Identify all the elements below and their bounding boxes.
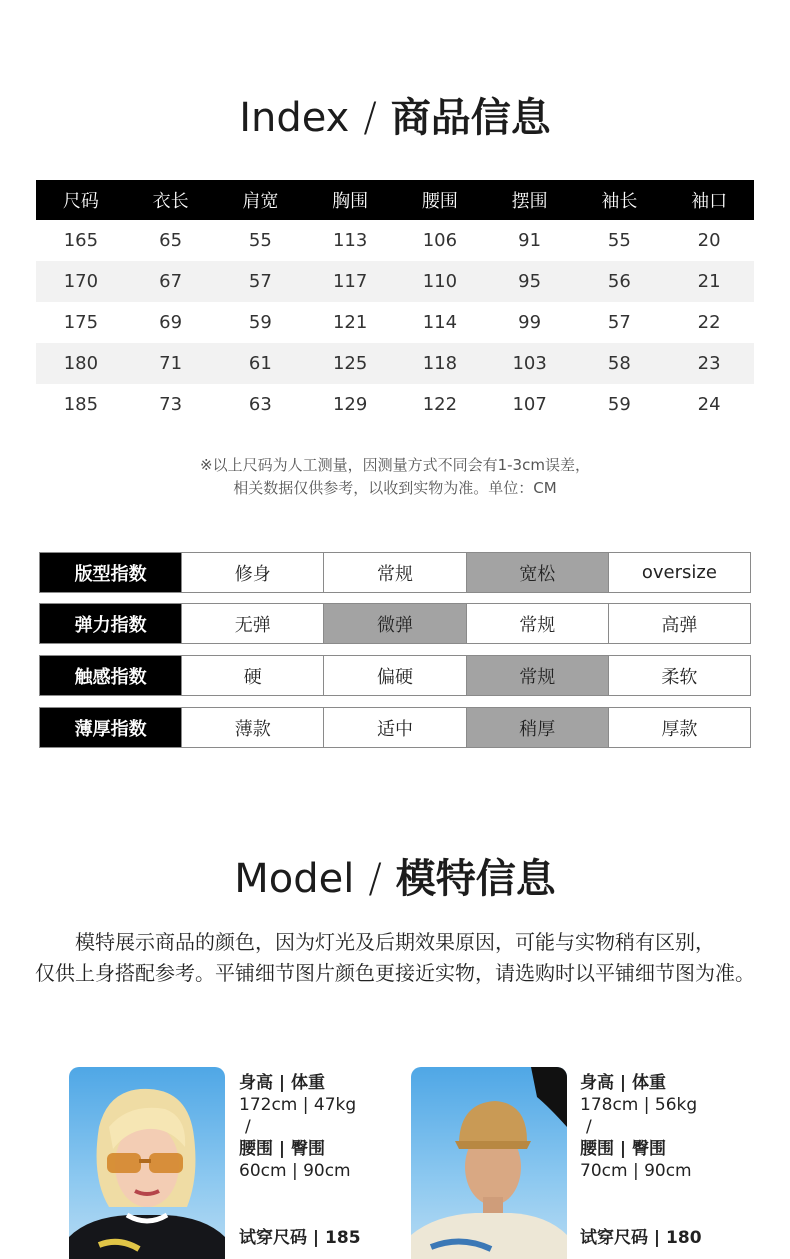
table-cell: 57	[607, 312, 631, 333]
height-weight-label: 身高 | 体重	[239, 1073, 326, 1093]
female-model-illustration	[69, 1067, 225, 1259]
index-option: 微弹	[323, 604, 465, 643]
height-weight-value: 178cm | 56kg	[580, 1095, 698, 1115]
index-title-en: Index	[239, 95, 350, 141]
table-cell: 59	[248, 312, 272, 333]
table-cell: 122	[422, 394, 458, 415]
index-option: 常规	[466, 656, 608, 695]
size-note	[0, 454, 790, 500]
index-label: 触感指数	[40, 656, 181, 695]
size-header-cell: 摆围	[511, 191, 548, 212]
table-cell: 20	[697, 230, 721, 251]
table-cell: 118	[422, 353, 458, 374]
table-cell: 117	[332, 271, 368, 292]
table-cell: 170	[63, 271, 99, 292]
table-cell: 55	[607, 230, 631, 251]
table-cell: 106	[422, 230, 458, 251]
model-section-title	[0, 847, 790, 904]
model-title-slash: /	[368, 856, 382, 902]
index-option: 偏硬	[323, 656, 465, 695]
index-option: 无弹	[181, 604, 323, 643]
table-cell: 113	[332, 230, 368, 251]
table-cell: 121	[332, 312, 368, 333]
table-row	[36, 261, 754, 302]
size-header-cell: 袖长	[601, 191, 638, 212]
model-title-zh: 模特信息	[395, 856, 556, 902]
index-title-slash: /	[363, 95, 377, 141]
model-description	[0, 927, 790, 989]
size-table	[36, 180, 754, 425]
table-cell: 21	[697, 271, 721, 292]
table-cell: 71	[159, 353, 183, 374]
index-section-title	[0, 86, 790, 143]
waist-hip-value: 70cm | 90cm	[580, 1161, 692, 1181]
index-option: 常规	[466, 604, 608, 643]
index-option: 硬	[181, 656, 323, 695]
table-cell: 67	[159, 271, 183, 292]
table-cell: 61	[248, 353, 272, 374]
waist-hip-value: 60cm | 90cm	[239, 1161, 351, 1181]
table-cell: 165	[63, 230, 99, 251]
table-cell: 91	[518, 230, 542, 251]
index-option: 薄款	[181, 708, 323, 747]
table-cell: 65	[159, 230, 183, 251]
model-photo-female	[69, 1067, 225, 1259]
table-cell: 59	[607, 394, 631, 415]
index-row-fit	[39, 552, 751, 593]
index-option: 宽松	[466, 553, 608, 592]
index-option: 厚款	[608, 708, 750, 747]
waist-hip-label: 腰围 | 臀围	[580, 1139, 667, 1159]
table-row	[36, 302, 754, 343]
model-desc-line1: 模特展示商品的颜色，因为灯光及后期效果原因，可能与实物稍有区别，	[75, 930, 715, 954]
index-row-thickness	[39, 707, 751, 748]
info-separator: /	[586, 1117, 592, 1137]
table-cell: 125	[332, 353, 368, 374]
table-cell: 185	[63, 394, 99, 415]
index-label: 薄厚指数	[40, 708, 181, 747]
model-photo-male	[411, 1067, 567, 1259]
size-header-cell: 尺码	[62, 191, 99, 212]
table-cell: 63	[248, 394, 272, 415]
male-model-illustration	[411, 1067, 567, 1259]
table-cell: 110	[422, 271, 458, 292]
size-header-cell: 胸围	[332, 191, 369, 212]
index-option: 修身	[181, 553, 323, 592]
try-size: 试穿尺码 | 185	[239, 1228, 361, 1248]
index-title-zh: 商品信息	[390, 95, 551, 141]
size-header-cell: 腰围	[421, 191, 458, 212]
table-cell: 58	[607, 353, 631, 374]
waist-hip-label: 腰围 | 臀围	[239, 1139, 326, 1159]
table-cell: 99	[518, 312, 542, 333]
size-note-line2: 相关数据仅供参考，以收到实物为准。单位：CM	[233, 479, 557, 497]
size-header-cell: 袖口	[691, 191, 728, 212]
table-cell: 107	[512, 394, 547, 415]
info-separator: /	[245, 1117, 251, 1137]
model-info-1	[239, 1072, 361, 1249]
size-note-line1: ※以上尺码为人工测量，因测量方式不同会有1-3cm误差，	[200, 456, 590, 474]
table-cell: 95	[518, 271, 542, 292]
index-option: 稍厚	[466, 708, 608, 747]
index-label: 弹力指数	[40, 604, 181, 643]
table-cell: 175	[63, 312, 99, 333]
index-option: oversize	[608, 553, 750, 592]
index-option: 柔软	[608, 656, 750, 695]
table-cell: 24	[697, 394, 721, 415]
table-cell: 103	[512, 353, 547, 374]
table-cell: 73	[159, 394, 183, 415]
table-cell: 57	[248, 271, 272, 292]
index-label: 版型指数	[40, 553, 181, 592]
size-table-header	[36, 180, 754, 220]
model-desc-line2: 仅供上身搭配参考。平铺细节图片颜色更接近实物，请选购时以平铺细节图为准。	[35, 961, 755, 985]
table-cell: 129	[332, 394, 368, 415]
try-size: 试穿尺码 | 180	[580, 1228, 702, 1248]
table-cell: 55	[248, 230, 272, 251]
model-info-2	[580, 1072, 702, 1249]
model-title-en: Model	[234, 856, 355, 902]
size-header-cell: 衣长	[152, 191, 189, 212]
table-cell: 56	[607, 271, 631, 292]
table-row	[36, 220, 754, 261]
index-option: 高弹	[608, 604, 750, 643]
height-weight-value: 172cm | 47kg	[239, 1095, 357, 1115]
height-weight-label: 身高 | 体重	[580, 1073, 667, 1093]
table-row	[36, 343, 754, 384]
index-option: 适中	[323, 708, 465, 747]
index-row-elasticity	[39, 603, 751, 644]
size-header-cell: 肩宽	[242, 191, 279, 212]
table-cell: 180	[63, 353, 99, 374]
index-row-touch	[39, 655, 751, 696]
table-row	[36, 384, 754, 425]
index-option: 常规	[323, 553, 465, 592]
table-cell: 114	[422, 312, 458, 333]
table-cell: 69	[159, 312, 183, 333]
table-cell: 23	[697, 353, 721, 374]
table-cell: 22	[697, 312, 721, 333]
